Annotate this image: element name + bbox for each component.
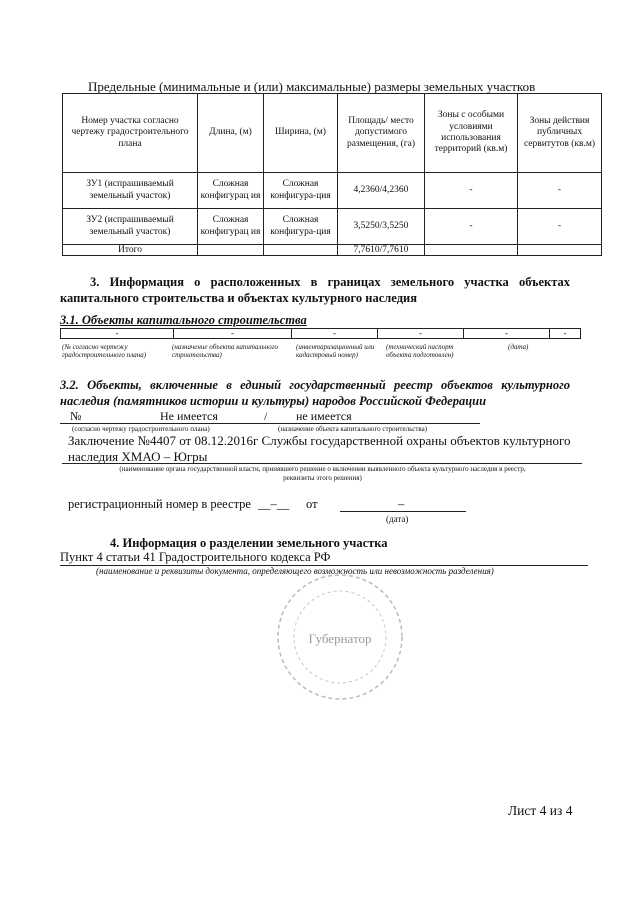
- plot-width: Сложная конфигура-ция: [264, 173, 338, 209]
- plot-servitudes: -: [518, 173, 602, 209]
- total-label: Итого: [63, 245, 198, 256]
- caption-inventory-number: (инвентаризационный или кадастровый номер): [296, 343, 375, 360]
- object-cell: -: [292, 329, 378, 339]
- conclusion-caption-line1: (наименование органа государственной власти, принявшего решение о включении выявленного объекта культурного наследия в реестр,: [119, 465, 526, 473]
- land-plot-sizes-table: [62, 93, 602, 256]
- plot-zones: -: [425, 173, 518, 209]
- section32-title-line1: 3.2. Объекты, включенные в единый государственный реестр объектов культурного: [60, 378, 570, 392]
- object-cell: -: [464, 329, 550, 339]
- sizes-table-title: Предельные (минимальные и (или) максимальные) размеры земельных участков: [88, 79, 536, 94]
- section4-value: Пункт 4 статьи 41 Градостроительного кодекса РФ: [60, 550, 331, 564]
- object-cell: -: [174, 329, 292, 339]
- header-servitudes: Зоны действия публичных сервитутов (кв.м): [518, 94, 602, 173]
- heritage-number-label: №: [70, 409, 82, 423]
- plot-zones: -: [425, 209, 518, 245]
- conclusion-caption: [60, 465, 585, 483]
- table-header-row: [63, 94, 602, 173]
- header-area: Площадь/ место допустимого размещения, (га): [338, 94, 425, 173]
- heritage-underline: [60, 423, 480, 424]
- heritage-slash: /: [264, 409, 268, 423]
- header-width: Ширина, (м): [264, 94, 338, 173]
- header-length: Длина, (м): [198, 94, 264, 173]
- object-cell: -: [378, 329, 464, 339]
- plot-number: ЗУ2 (испрашиваемый земельный участок): [63, 209, 198, 245]
- conclusion-underline: [62, 463, 582, 464]
- caption-object-purpose: (назначение объекта капитального строительства): [172, 343, 278, 360]
- heritage-purpose-value: не имеется: [296, 409, 352, 423]
- plot-servitudes: -: [518, 209, 602, 245]
- section4-heading: 4. Информация о разделении земельного участка: [110, 536, 388, 550]
- caption-tech-passport: (технический паспорт объекта подготовлен): [386, 343, 454, 360]
- plot-length: Сложная конфигурац ия: [198, 209, 264, 245]
- plot-area: 4,2360/4,2360: [338, 173, 425, 209]
- registry-number-value: __–__: [258, 497, 290, 511]
- table-row: [63, 209, 602, 245]
- capital-objects-table: [60, 328, 581, 339]
- total-area: 7,7610/7,7610: [338, 245, 425, 256]
- registry-from-label: от: [306, 497, 318, 511]
- heritage-purpose-caption: (назначение объекта капитального строительства): [278, 425, 428, 433]
- heritage-number-caption: (согласно чертежу градостроительного плана): [72, 425, 210, 433]
- registry-date-value: –: [398, 497, 405, 511]
- sheet-number: Лист 4 из 4: [508, 803, 573, 818]
- table-row: [61, 329, 581, 339]
- plot-area: 3,5250/3,5250: [338, 209, 425, 245]
- table-row: [63, 173, 602, 209]
- section32-heading: [60, 377, 570, 410]
- conclusion-line2: наследия ХМАО – Югры: [68, 449, 208, 465]
- heritage-number-value: Не имеется: [160, 409, 218, 423]
- registry-number-label: регистрационный номер в реестре: [68, 497, 251, 511]
- table-total-row: [63, 245, 602, 256]
- header-plot-number: Номер участка согласно чертежу градостроительного плана: [63, 94, 198, 173]
- object-cell: -: [550, 329, 581, 339]
- plot-width: Сложная конфигура-ция: [264, 209, 338, 245]
- conclusion-line1: Заключение №4407 от 08.12.2016г Службы государственной охраны объектов культурного: [68, 433, 571, 448]
- section3-heading: [60, 274, 570, 307]
- section32-title-line2: наследия (памятников истории и культуры) народов Российской Федерации: [60, 394, 487, 409]
- registry-date-caption: (дата): [386, 514, 409, 524]
- section4-caption: (наименование и реквизиты документа, определяющего возможность или невозможность разделения): [96, 566, 494, 576]
- section3-title-line1: 3. Информация о расположенных в границах земельного участка объектах: [90, 275, 570, 289]
- section3-title-line2: капитального строительства и объектах культурного наследия: [60, 291, 417, 306]
- conclusion-text: [68, 433, 598, 466]
- conclusion-caption-line2: реквизиты этого решения): [283, 474, 362, 483]
- object-cell: -: [61, 329, 174, 339]
- header-special-zones: Зоны с особыми условиями использования территорий (кв.м): [425, 94, 518, 173]
- plot-length: Сложная конфигурац ия: [198, 173, 264, 209]
- caption-date: (дата): [508, 343, 529, 351]
- plot-number: ЗУ1 (испрашиваемый земельный участок): [63, 173, 198, 209]
- stamp-text: Губернатор: [308, 631, 372, 646]
- section31-heading: 3.1. Объекты капитального строительства: [60, 313, 307, 327]
- official-stamp: [275, 572, 405, 702]
- caption-plan-number: (№ согласно чертежу градостроительного плана): [62, 343, 147, 360]
